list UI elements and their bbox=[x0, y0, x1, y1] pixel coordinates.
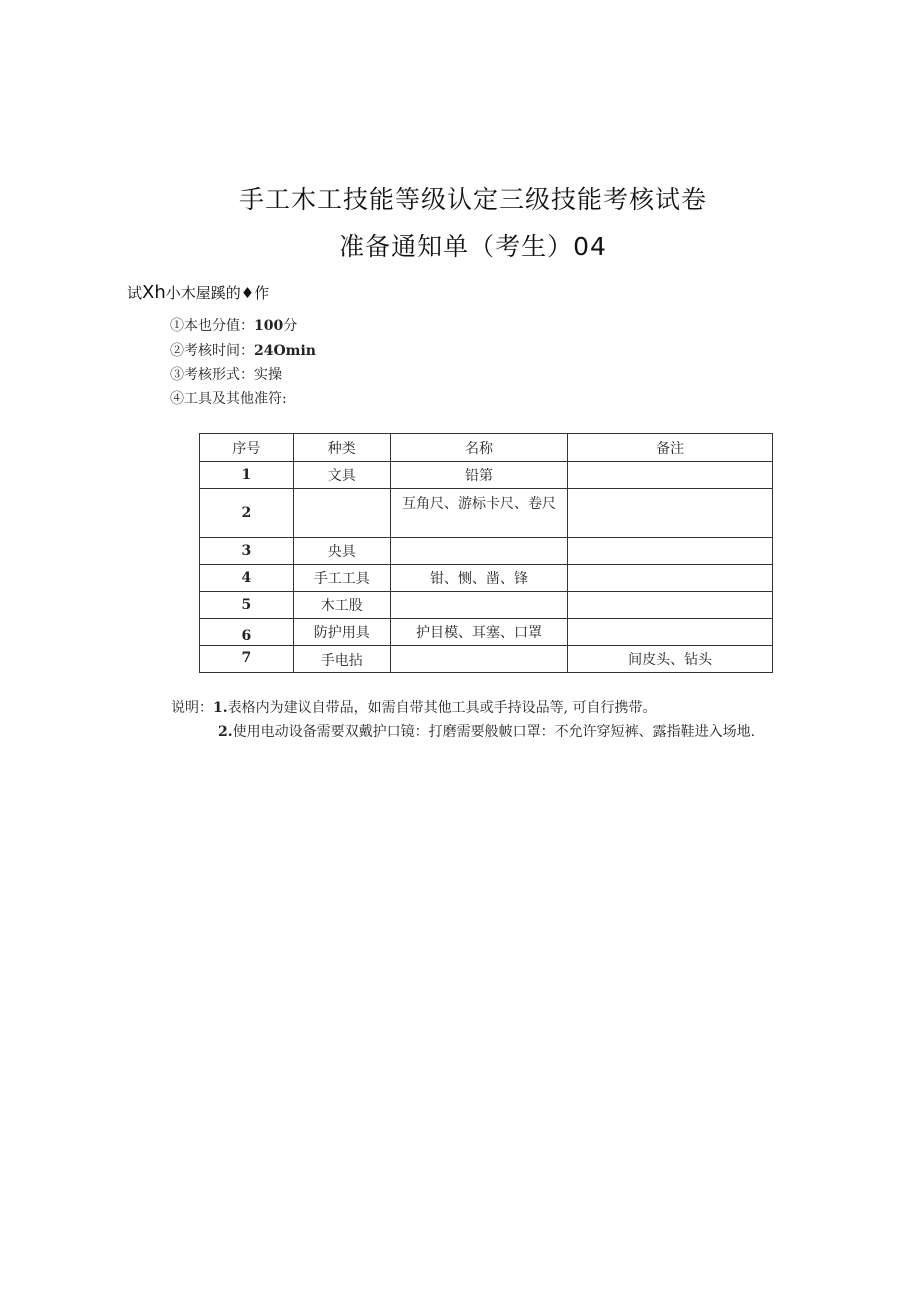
info-time-value: 24Omin bbox=[254, 343, 316, 359]
table-row bbox=[200, 619, 773, 646]
info-score-value: 100 bbox=[254, 318, 284, 334]
info-tools bbox=[170, 388, 287, 408]
note-2-number: 2. bbox=[218, 724, 233, 740]
cell-note: 间皮头、钻头 bbox=[568, 646, 773, 673]
header-type: 种类 bbox=[293, 434, 390, 462]
info-time-label: ②考核时间： bbox=[170, 343, 254, 359]
cell-type: 文具 bbox=[293, 462, 390, 489]
table-row bbox=[200, 538, 773, 565]
info-tools-label: ④工具及其他准符: bbox=[170, 391, 287, 407]
header-name: 名称 bbox=[390, 434, 568, 462]
cell-type: 手工工具 bbox=[293, 565, 390, 592]
tools-table bbox=[199, 433, 773, 673]
header-note: 备注 bbox=[568, 434, 773, 462]
cell-no: 4 bbox=[200, 565, 294, 592]
info-form bbox=[170, 364, 282, 384]
cell-note bbox=[568, 619, 773, 646]
info-form-label: ③考核形式： bbox=[170, 367, 254, 383]
note-2 bbox=[218, 721, 755, 741]
cell-name bbox=[390, 538, 568, 565]
cell-note bbox=[568, 565, 773, 592]
note-lead: 说明： bbox=[171, 700, 213, 716]
document-subtitle: 准备通知单（考生）04 bbox=[339, 232, 607, 261]
cell-note bbox=[568, 538, 773, 565]
table-row bbox=[200, 462, 773, 489]
cell-name: 铅第 bbox=[390, 462, 568, 489]
cell-no: 6 bbox=[200, 619, 294, 646]
cell-no: 3 bbox=[200, 538, 294, 565]
cell-name: 互角尺、游标卡尺、卷尺 bbox=[390, 489, 568, 538]
note-1 bbox=[171, 697, 657, 717]
cell-no: 5 bbox=[200, 592, 294, 619]
info-score bbox=[170, 315, 297, 335]
cell-name bbox=[390, 592, 568, 619]
cell-type bbox=[293, 489, 390, 538]
cell-type: 木工股 bbox=[293, 592, 390, 619]
info-score-unit: 分 bbox=[283, 318, 298, 334]
cell-name: 护目模、耳塞、口罩 bbox=[390, 619, 568, 646]
table-row bbox=[200, 592, 773, 619]
table-row bbox=[200, 489, 773, 538]
cell-note bbox=[568, 592, 773, 619]
cell-type: 央具 bbox=[293, 538, 390, 565]
info-form-value: 实操 bbox=[254, 367, 282, 383]
table-row bbox=[200, 565, 773, 592]
info-score-label: ①本也分值： bbox=[170, 318, 254, 334]
note-1-text: 表格内为建议自带品，如需自带其他工具或手持设品等, 可自行携带。 bbox=[227, 700, 657, 716]
cell-no: 2 bbox=[200, 489, 294, 538]
cell-type: 防护用具 bbox=[293, 619, 390, 646]
document-title: 手工木工技能等级认定三级技能考核试卷 bbox=[238, 185, 707, 214]
table-header-row bbox=[200, 434, 773, 462]
cell-type: 手电拈 bbox=[293, 646, 390, 673]
task-title-mid: Xh bbox=[142, 282, 166, 303]
cell-note bbox=[568, 462, 773, 489]
note-1-number: 1. bbox=[213, 700, 228, 716]
note-2-text: 使用电动设备需要双戴护口镜：打磨需要般帔口罩：不允许穿短裤、露指鞋进入场地. bbox=[232, 724, 756, 740]
info-time bbox=[170, 340, 316, 360]
cell-name: 钳、恻、凿、锋 bbox=[390, 565, 568, 592]
task-title bbox=[127, 282, 269, 303]
cell-note bbox=[568, 489, 773, 538]
cell-name bbox=[390, 646, 568, 673]
task-title-prefix: 试 bbox=[127, 284, 143, 302]
table-row bbox=[200, 646, 773, 673]
cell-no: 7 bbox=[200, 646, 294, 673]
header-no: 序号 bbox=[200, 434, 294, 462]
cell-no: 1 bbox=[200, 462, 294, 489]
task-title-suffix: 小木屋蹊的♦作 bbox=[165, 284, 270, 302]
